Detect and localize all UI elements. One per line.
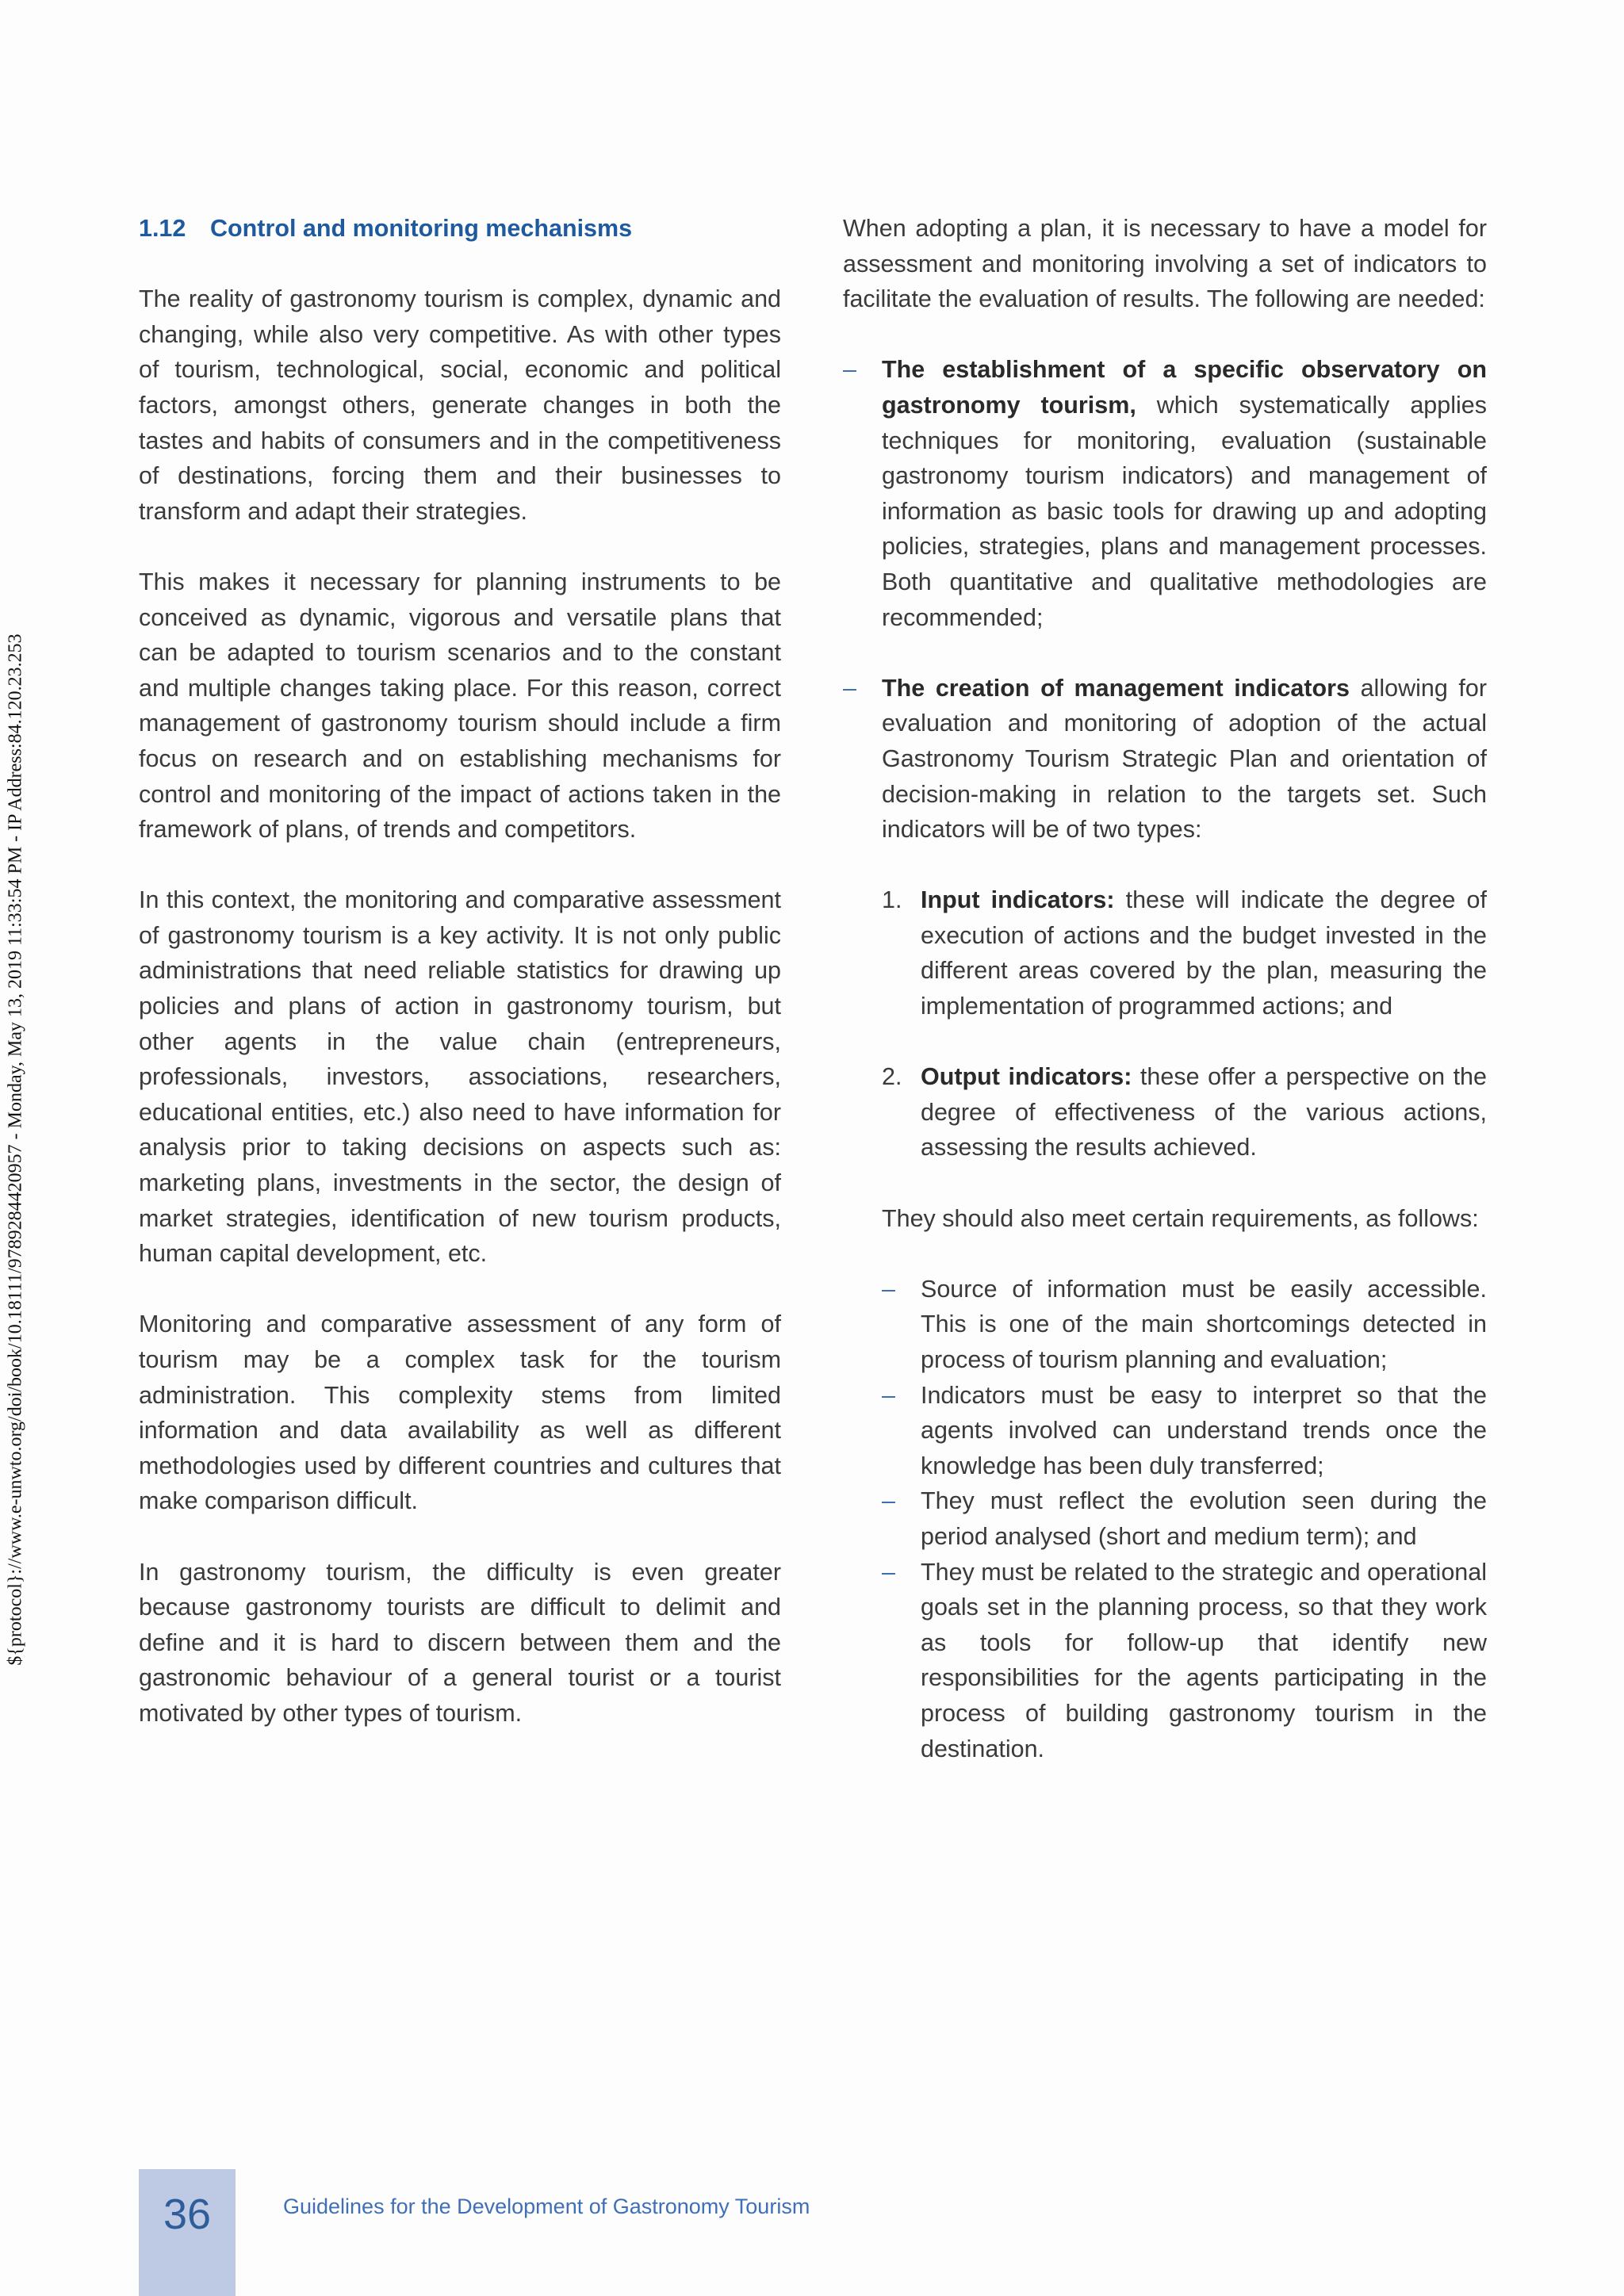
- requirement-item: [843, 1272, 1487, 1378]
- list-item-lead: The creation of management indicators: [882, 674, 1350, 702]
- list-item-text: allowing for evaluation and monitoring of adoption of the actual Gastronomy Tourism Strategic Plan and orientation of decision-making in relation to the targets set. Such indicators will be of two types:: [882, 674, 1487, 844]
- item-lead: Input indicators:: [921, 886, 1115, 914]
- dash-marker: –: [843, 356, 856, 384]
- numbered-item: [843, 1059, 1487, 1165]
- indicator-types-list: [843, 882, 1487, 1165]
- page-number: 36: [163, 2191, 212, 2238]
- paragraph: This makes it necessary for planning instruments to be conceived as dynamic, vigorous and versatile plans that can be adapted to tourism scenarios and to the constant and multiple changes taking place. For this reason, correct management of gastronomy tourism should include a firm focus on research and on establishing mechanisms for control and monitoring of the impact of actions taken in the framework of plans, of trends and competitors.: [139, 568, 781, 844]
- paragraph: In this context, the monitoring and comparative assessment of gastronomy tourism is a key activity. It is not only public administrations that need reliable statistics for drawing up policies and plans of action in gastronomy tourism, but other agents in the value chain (entrepreneurs, professionals, investors, associations, researchers, educational entities, etc.) also need to have information for analysis prior to taking decisions on aspects such as: marketing plans, investments in the sector, the design of market strategies, identification of new tourism products, human capital development, etc.: [139, 886, 781, 1268]
- download-stamp: [0, 0, 32, 2296]
- footer-title: Guidelines for the Development of Gastronomy Tourism: [283, 2195, 810, 2218]
- list-item: [843, 352, 1487, 635]
- right-column: [843, 211, 1487, 1766]
- intro-paragraph: When adopting a plan, it is necessary to have a model for assessment and monitoring involving a set of indicators to facilitate the evaluation of results. The following are needed:: [843, 215, 1487, 313]
- paragraph: The reality of gastronomy tourism is complex, dynamic and changing, while also very competitive. As with other types of tourism, technological, social, economic and political factors, amongst others, generate changes in both the tastes and habits of consumers and in the competitiveness of destinations, forcing them and their businesses to transform and adapt their strategies.: [139, 285, 781, 525]
- page-number-box: [139, 2169, 236, 2296]
- dash-marker: –: [882, 1558, 895, 1586]
- requirement-text: They must be related to the strategic and operational goals set in the planning process, so that they work as tools for follow-up that identify new responsibilities for the agents participating in the process of building gastronomy tourism in the destination.: [921, 1558, 1487, 1762]
- item-text: these will indicate the degree of execution of actions and the budget invested in the different areas covered by the plan, measuring the implementation of programmed actions; and: [921, 886, 1487, 1020]
- requirement-item: [843, 1378, 1487, 1484]
- section-title: Control and monitoring mechanisms: [210, 215, 633, 242]
- list-item-lead: The establishment of a specific observatory on gastronomy tourism,: [882, 356, 1487, 419]
- requirement-text: They must reflect the evolution seen during the period analysed (short and medium term); and: [921, 1487, 1487, 1550]
- paragraph: Monitoring and comparative assessment of any form of tourism may be a complex task for the tourism administration. This complexity stems from limited information and data availability as well as different methodologies used by different countries and cultures that make comparison difficult.: [139, 1311, 781, 1515]
- list-item-text: which systematically applies techniques for monitoring, evaluation (sustainable gastronomy tourism indicators) and management of information as basic tools for drawing up and adopting policies, strategies, plans and management processes. Both quantitative and qualitative methodologies are recommended;: [882, 391, 1487, 631]
- item-number: 2.: [882, 1063, 902, 1091]
- dash-marker: –: [882, 1275, 895, 1303]
- requirements-list: [843, 1272, 1487, 1766]
- download-stamp-text: ${protocol}://www.e-unwto.org/doi/book/10.18111/9789284420957 - Monday, May 13, 2019 11:33:54 PM - IP Address:84.120.23.253: [5, 633, 26, 1666]
- requirement-item: [843, 1555, 1487, 1767]
- requirements-intro: They should also meet certain requirements, as follows:: [882, 1204, 1479, 1232]
- numbered-item: [843, 882, 1487, 1024]
- item-lead: Output indicators:: [921, 1063, 1132, 1091]
- list-item: [843, 671, 1487, 848]
- item-text: these offer a perspective on the degree of effectiveness of the various actions, assessing the results achieved.: [921, 1063, 1487, 1161]
- section-heading: [139, 211, 781, 247]
- requirement-item: [843, 1483, 1487, 1554]
- dash-marker: –: [882, 1381, 895, 1409]
- paragraph: In gastronomy tourism, the difficulty is even greater because gastronomy tourists are difficult to delimit and define and it is hard to discern between them and the gastronomic behaviour of a general tourist or a tourist motivated by other types of tourism.: [139, 1558, 781, 1727]
- dash-marker: –: [882, 1487, 895, 1515]
- dash-marker: –: [843, 674, 856, 702]
- requirement-text: Indicators must be easy to interpret so that the agents involved can understand trends once the knowledge has been duly transferred;: [921, 1381, 1487, 1479]
- needs-list: [843, 352, 1487, 847]
- section-number: 1.12: [139, 215, 186, 242]
- item-number: 1.: [882, 886, 902, 914]
- left-column: [139, 211, 781, 1766]
- requirement-text: Source of information must be easily accessible. This is one of the main shortcomings detected in process of tourism planning and evaluation;: [921, 1275, 1487, 1373]
